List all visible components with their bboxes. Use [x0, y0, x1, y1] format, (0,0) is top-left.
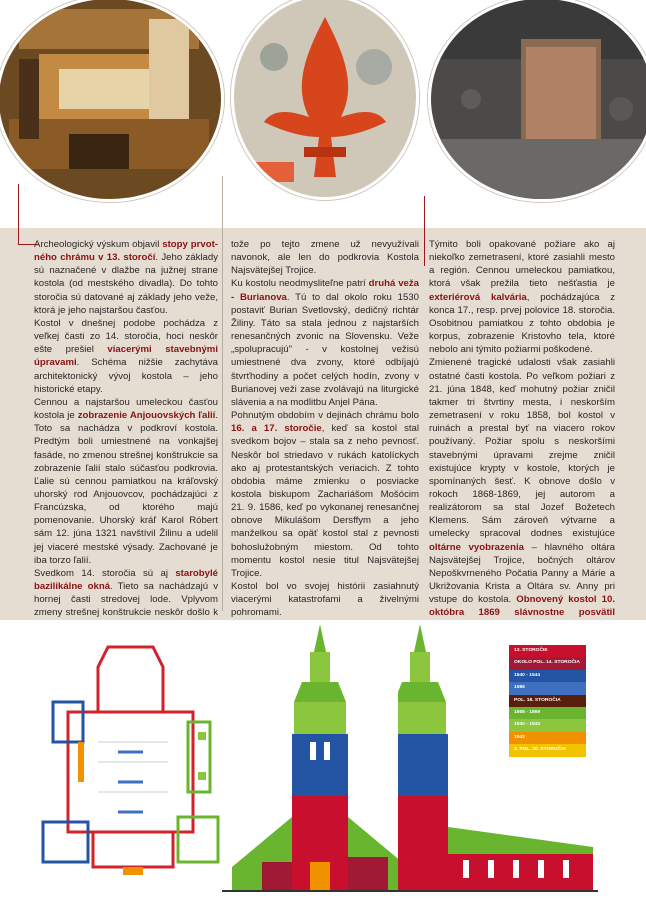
body-text: . Tú to dal okolo roku 1530 postaviť Burian Svetlovský, dedičný richtár Žiliny. Táto sa stala jednou z najstarších renesančných zvonic na Slovensku. Veže „spolupracujú" - v kostolnej vežisú umiestnené dva zvony, ktoré odbíjajú štvrťhodiny a počet celých hodín, zvony v Burianovej veži zase zvolávajú na liturgické slávenia a na modlitbu Anjel Pána. [231, 291, 419, 408]
body-text: tože po tejto zmene už nevyužívali navonok, ale len do podkrovia Kostola Najsvätejšej Trojice. [231, 239, 419, 277]
paragraph [34, 396, 218, 567]
body-text: , keď sa kostol stal svedkom bojov – stala sa z neho pevnosť. Neskôr bol striedavo v rukách katolíckych ako aj protestantských veriacich. Z tohto obdobia máme zmienku o posviacke kostola biskupom Zachariášom Mošócim 21. 9. 1586, keď po vykonanej renesančnej obnove Mikulášom Dersffym a jeho manželkou sa opäť kostol stal z pevnosti bohoslužobným miestom. Od tohto momentu kostol nesie titul Najsvätejšej Trojice. [231, 423, 420, 579]
body-text: , pochádzajúca z konca 17., resp. prvej polovice 18. storočia. Osobitnou pamiatkou z tohto obdobia je korpus, zobrazenie Kristovho tela, ktoré nebolo ani týmito požiarmi poškodené. [429, 291, 616, 356]
paragraph [429, 356, 615, 632]
highlight-text: stopy prvotného chrámu v 13. storočí [34, 239, 218, 264]
excavation-photo [0, 0, 224, 202]
body-text: Kostol bol vo svojej histórii zasiahnutý viacerými katastrofami a živelnými pohromami. [231, 581, 419, 619]
lead-line-mid [222, 176, 223, 611]
legend-entry: 2. POL. 20. STOROČIA [509, 744, 586, 756]
highlight-text: 16. a 17. storočie [231, 423, 322, 435]
highlight-text: druhá veža - Burianova [231, 278, 420, 303]
anjou-lily-fresco-photo [231, 0, 419, 200]
highlight-text: zobrazenie Anjouovských ľalií [77, 410, 216, 422]
body-text: Kostol v dnešnej podobe pochádza z veľkej časti zo 14. storočia, hoci neskôr ešte prešiel [34, 317, 218, 356]
body-text: . Schéma nižšie zachytáva architektonický vývoj kostola – jeho historické etapy. [34, 357, 218, 395]
highlight-text: starobylé bazilikálne okná [34, 567, 218, 593]
body-text: Cennou a najstaršou umeleckou časťou kostola je [34, 396, 218, 422]
highlight-text: Obnovený kostol 10. októbra 1869 slávnostne posvätil [429, 594, 615, 619]
highlight-text: viacerými stavebnými úpravami [34, 344, 218, 369]
highlight-text: oltárne vyobrazenia [429, 541, 525, 553]
paragraph [231, 409, 419, 580]
body-text: . Jeho základy sú naznačené v dlažbe na južnej strane kostola (od mestského divadla). Do tohto storočia sú datované aj základy jeho veže, ktorá je jeho najstaršou časťou. [34, 252, 218, 316]
legend-entry: OKOLO POL. 14. STOROČIA [509, 657, 586, 669]
floor-plan-drawing [38, 642, 226, 887]
text-column-2 [231, 238, 419, 620]
legend-entry: 1942 [509, 732, 586, 744]
paragraph [231, 277, 419, 409]
text-column-3 [429, 238, 615, 633]
body-text: Ku kostolu neodmysliteľne patrí [231, 278, 369, 290]
architecture-diagrams [0, 622, 646, 899]
construction-periods-legend [509, 645, 586, 757]
body-text: – hlavného oltára Najsvätejšej Trojice, bočných oltárov Nepoškvrneného Počatia Panny a Márie a Ukrižovania Krista a Oltára sv. Anny pri vstupe do kostola. [429, 541, 615, 606]
lead-line-left [18, 184, 19, 244]
body-text: Týmito boli opakované požiare ako aj niekoľko zemetrasení, ktoré zasiahli mesto a región. Cennou umeleckou pamiatkou, ktorá však prežila tieto nešťastia je [429, 239, 615, 290]
legend-entry: 1540 - 1544 [509, 670, 586, 682]
walled-window-photo [428, 0, 646, 202]
legend-entry: 1930 - 1940 [509, 719, 586, 731]
legend-entry: 1868 - 1869 [509, 707, 586, 719]
paragraph [34, 317, 218, 396]
body-text: Zmienené tragické udalosti však zasiahli ostatné časti kostola. Po veľkom požiari z 21. júna 1848, keď mohutný požiar zničil takmer tri štvrtiny mesta, i neskorším zemetrasení v roku 1858, bol kostol v ruinách a prestal byť na viacero rokov používaný. Požiar spolu s neskoršími stavebnými úpravami zrejme zničil existujúce krypty v kostole, ktorých je spomínaných šesť. K obnove došlo v rokoch 1868-1869, jej autorom a realizátorom sa stal Jozef Božetech Klemens. Sám zároveň výtvarne a umelecky spracoval dodnes existujúce [429, 357, 615, 540]
paragraph [429, 238, 615, 356]
paragraph [231, 238, 419, 277]
paragraph [34, 238, 218, 317]
body-text: Pohnutým obdobím v dejinách chrámu bolo [231, 410, 419, 422]
text-column-1 [34, 238, 218, 633]
front-elevation-drawing [222, 622, 412, 897]
body-text: Archeologický výskum objavil [34, 239, 163, 250]
legend-entry: POL. 18. STOROČIA [509, 695, 586, 707]
legend-entry: 13. STOROČIE [509, 645, 586, 657]
body-text: . Toto sa nachádza v podkroví kostola. Predtým boli umiestnené na vonkajšej fasáde, no zmenou strešnej konštrukcie sa zobrazenie ľalií stalo súčasťou podkrovia. Ľalie sú cennou pamiatkou na kráľovský uhorský rod Anjouovcov, pochádzajúci z Francúzska, od ktorého majú pomenovanie. Uhorský kráľ Karol Róbert sám 12. júna 1321 navštívil Žilinu a udelil jej viaceré mestské výsady. Zachované je iba torzo ľalií. [34, 410, 218, 566]
body-text: Svedkom 14. storočia sú aj [34, 567, 176, 579]
highlight-text: exteriérová kalvária [429, 291, 527, 303]
lead-line-right [424, 196, 425, 266]
paragraph [231, 580, 419, 619]
body-text: . Tieto sa nachádzajú v hornej časti stredovej lode. Vplyvom zmeny strešnej konštrukcie neskôr došlo k [34, 581, 218, 619]
legend-entry: 1586 [509, 682, 586, 694]
